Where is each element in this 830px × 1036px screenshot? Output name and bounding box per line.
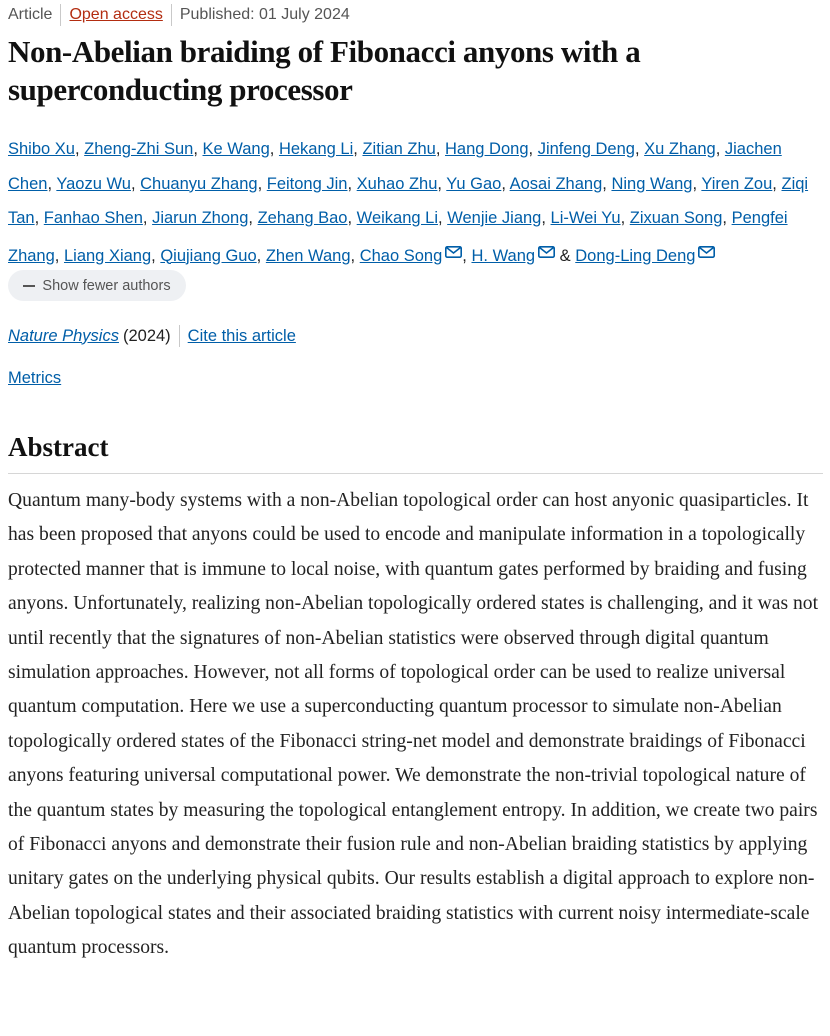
author-separator: , [353,140,358,158]
minus-icon [23,285,35,287]
show-fewer-label: Show fewer authors [42,277,171,294]
author-list [8,132,823,273]
author-separator: , [634,140,640,158]
author-link[interactable]: Aosai Zhang [509,174,603,193]
author-separator: , [541,209,546,227]
author-separator: , [74,140,80,158]
author-separator: , [248,209,253,227]
author-separator: , [692,174,698,193]
author-link[interactable]: Zhen Wang [265,246,351,265]
journal-year: (2024) [122,326,171,345]
open-access-link[interactable]: Open access [69,6,163,23]
show-fewer-authors-button[interactable] [8,270,186,301]
author-separator: , [151,246,156,265]
author-link[interactable]: Jiachen Chen [8,140,782,193]
author-link[interactable]: Ke Wang [202,140,270,158]
author-link[interactable]: Feitong Jin [266,174,348,193]
author-separator: , [54,246,60,265]
author-link[interactable]: Jiarun Zhong [152,209,249,227]
author-separator: , [772,174,777,193]
author-link[interactable]: Yaozu Wu [56,174,131,193]
author-link[interactable]: Ning Wang [611,174,693,193]
email-icon[interactable] [538,236,555,248]
author-link[interactable]: Xuhao Zhu [356,174,438,193]
author-link[interactable]: Qiujiang Guo [160,246,257,265]
author-link[interactable]: Dong-Ling Deng [575,246,696,265]
journal-divider [179,325,180,347]
author-separator: , [269,140,275,158]
author-link[interactable]: Hang Dong [445,140,529,158]
author-link[interactable]: Jinfeng Deng [537,140,635,158]
author-link[interactable]: Yu Gao [446,174,502,193]
author-separator: , [501,174,506,193]
published-date: Published: 01 July 2024 [179,6,350,23]
author-separator: , [142,209,148,227]
author-separator: , [722,209,727,227]
author-separator: , [602,174,607,193]
author-link[interactable]: Hekang Li [278,140,354,158]
author-separator: , [130,174,136,193]
author-link[interactable]: Weikang Li [356,209,438,227]
author-separator: , [193,140,198,158]
author-link[interactable]: Chao Song [359,246,443,265]
author-separator: , [438,209,443,227]
abstract-heading: Abstract [8,432,109,462]
author-link[interactable]: Yiren Zou [701,174,773,193]
article-meta [8,3,350,27]
author-link[interactable]: Zehang Bao [257,209,348,227]
cite-article-link[interactable]: Cite this article [187,326,296,345]
journal-line [8,324,296,348]
author-separator: , [620,209,626,227]
author-separator: , [347,209,353,227]
article-type: Article [8,6,53,23]
author-separator: , [435,140,441,158]
author-separator: , [437,174,442,193]
author-link[interactable]: Xu Zhang [644,140,716,158]
article-title: Non-Abelian braiding of Fibonacci anyons with a superconducting processor [8,34,641,107]
section-divider [8,473,823,474]
journal-name-link[interactable]: Nature Physics [8,326,119,345]
author-separator: & [559,246,571,265]
author-link[interactable]: Chuanyu Zhang [140,174,258,193]
author-link[interactable]: H. Wang [471,246,536,265]
author-link[interactable]: Li-Wei Yu [550,209,621,227]
email-icon[interactable] [445,236,462,248]
author-link[interactable]: Shibo Xu [8,140,75,158]
author-separator: , [350,246,356,265]
meta-divider [171,4,172,26]
author-separator: , [256,246,262,265]
meta-divider [60,4,61,26]
author-link[interactable]: Wenjie Jiang [447,209,542,227]
author-separator: , [34,209,40,227]
metrics-link[interactable]: Metrics [8,369,62,387]
author-separator: , [715,140,721,158]
author-separator: , [257,174,263,193]
abstract-text: Quantum many-body systems with a non-Abelian topological order can host anyonic quasiparticles. It has been proposed that anyons could be used to encode and manipulate information in a topologically protected manner that is immune to local noise, with quantum gates performed by braiding and fusing anyons. Unfortunately, realizing non-Abelian topologically ordered states is challenging, and it was not until recently that the signatures of non-Abelian statistics were observed through digital quantum simulation approaches. However, not all forms of topological order can be used to realize universal quantum computation. Here we use a superconducting quantum processor to simulate non-Abelian topologically ordered states of the Fibonacci string-net model and demonstrate braidings of Fibonacci anyons featuring universal computational power. We demonstrate the non-trivial topological nature of the quantum states by measuring the topological entanglement entropy. In addition, we create two pairs of Fibonacci anyons and demonstrate their fusion rule and non-Abelian braiding statistics by applying unitary gates on the underlying physical qubits. Our results establish a digital approach to explore non-Abelian topological states and their associated braiding statistics with current noisy intermediate-scale quantum processors. [8,490,819,959]
author-link[interactable]: Pengfei Zhang [8,209,788,265]
author-link[interactable]: Zixuan Song [629,209,723,227]
author-separator: , [347,174,353,193]
author-link[interactable]: Zheng-Zhi Sun [84,140,194,158]
email-icon[interactable] [698,236,715,248]
author-separator: , [47,174,53,193]
author-separator: , [528,140,534,158]
author-link[interactable]: Liang Xiang [63,246,152,265]
author-link[interactable]: Ziqi Tan [8,174,809,227]
author-link[interactable]: Zitian Zhu [362,140,436,158]
author-link[interactable]: Fanhao Shen [43,209,143,227]
author-separator: , [462,246,467,265]
